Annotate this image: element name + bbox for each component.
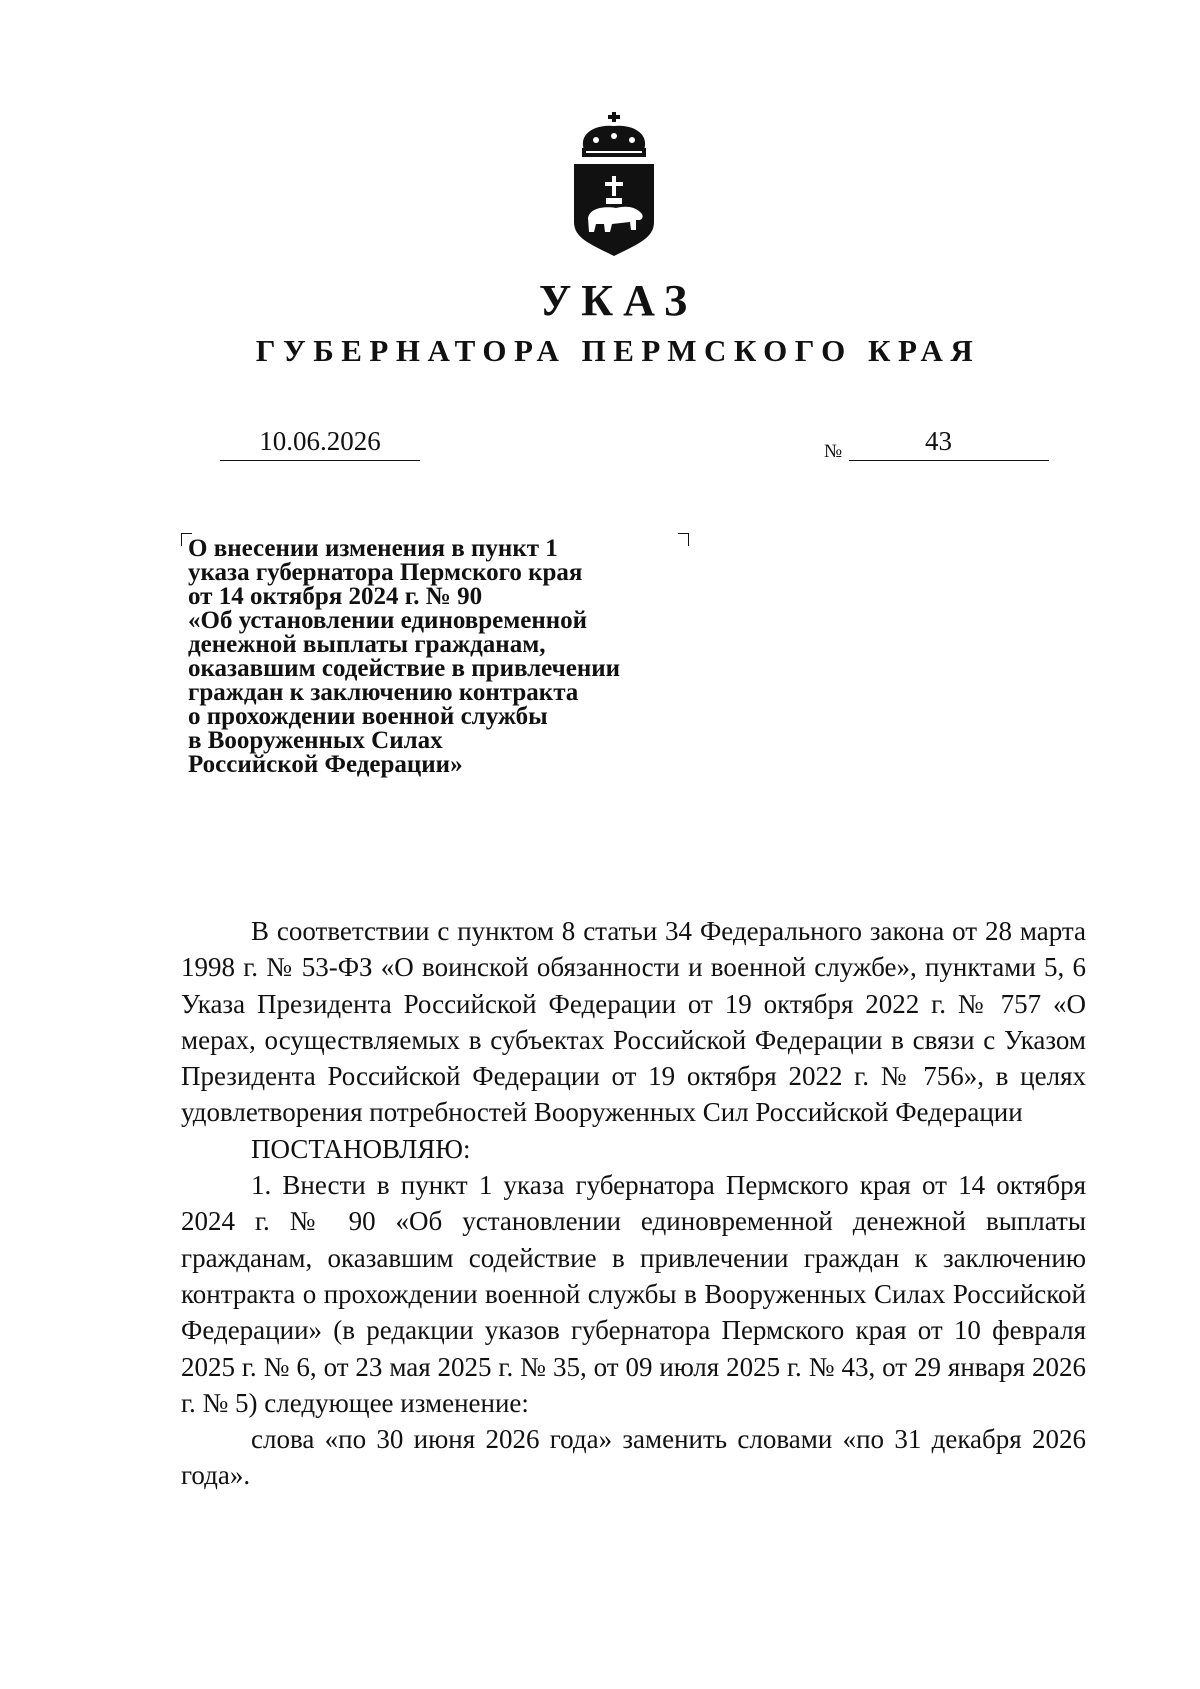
item-1-change-paragraph: слова «по 30 июня 2026 года» заменить словами «по 31 декабря 2026 года».: [181, 1424, 1086, 1491]
number-sign: №: [824, 441, 843, 462]
document-subject: О внесении изменения в пункт 1 указа губернатора Пермского края от 14 октября 2024 г. № 90 «Об установлении единовременной денежной выплаты гражданам, оказавшим содействие в привлечении граждан к заключению контракта о прохождении военной службы в Вооруженных Силах Российской Федерации»: [188, 535, 621, 778]
preamble-paragraph: В соответствии с пунктом 8 статьи 34 Федерального закона от 28 марта 1998 г. № 53-ФЗ «О воинской обязанности и военной службе», пунктами 5, 6 Указа Президента Российской Федерации от 19 октября 2022 г. № 757 «О мерах, осуществляемых в субъектах Российской Федерации в связи с Указом Президента Российской Федерации от 19 октября 2022 г. № 756», в целях удовлетворения потребностей Вооруженных Сил Российской Федерации: [181, 916, 1086, 1128]
document-number-field: [849, 422, 1049, 461]
document-issuer: ГУБЕРНАТОРА ПЕРМСКОГО КРАЯ: [255, 333, 981, 368]
coat-of-arms-icon: [568, 110, 660, 260]
decree-word: ПОСТАНОВЛЯЮ:: [251, 1133, 471, 1164]
document-title: УКАЗ: [538, 276, 698, 325]
item-1-paragraph: 1. Внести в пункт 1 указа губернатора Пермского края от 14 октября 2024 г. № 90 «Об установлении единовременной денежной выплаты гражданам, оказавшим содействие в привлечении граждан к заключению контракта о прохождении военной службы в Вооруженных Силах Российской Федерации» (в редакции указов губернатора Пермского края от 10 февраля 2025 г. № 6, от 23 мая 2025 г. № 35, от 09 июля 2025 г. № 43, от 29 января 2026 г. № 5) следующее изменение:: [181, 1170, 1086, 1418]
document-body: [181, 913, 1086, 1494]
document-number: 43: [925, 426, 952, 456]
document-date: 10.06.2026: [220, 422, 420, 461]
